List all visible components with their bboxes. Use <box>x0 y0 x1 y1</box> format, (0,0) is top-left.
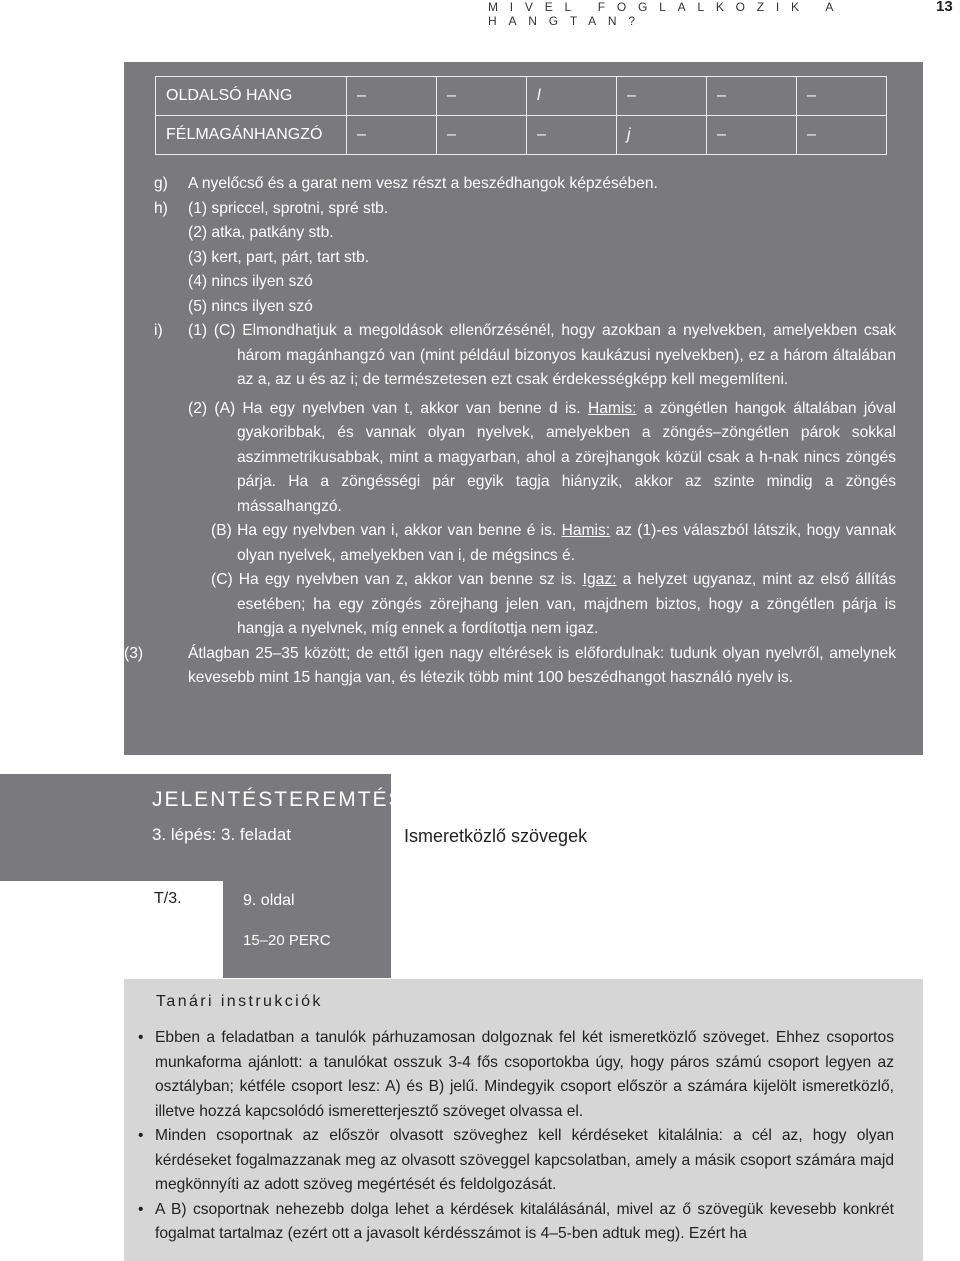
answer-marker: (3) <box>124 644 144 662</box>
table-cell: – <box>527 116 617 155</box>
statement: (B) Ha egy nyelvben van i, akkor van benne é is. <box>211 522 557 539</box>
statement: (C) Ha egy nyelvben van z, akkor van benne sz is. <box>211 571 577 588</box>
answer-i <box>154 319 896 642</box>
running-header-title: MIVEL FOGLALKOZIK A HANGTAN? <box>488 0 845 28</box>
table-cell: – <box>437 77 527 116</box>
answer-g <box>154 172 896 197</box>
answer-text: Átlagban 25–35 között; de ettől igen nagy eltérések is előfordulnak: tudunk olyan nyelvről, amelynek kevesebb mint 15 hangja van, és létezik több mint 100 beszédhangot használó nyelv is. <box>188 644 896 686</box>
table-cell: – <box>347 77 437 116</box>
list-item <box>138 1198 894 1247</box>
list-item-text: Minden csoportnak az először olvasott szöveghez kell kérdéseket kitalálnia: a cél az, hogy olyan kérdéseket fogalmazzanak meg az olvasott szöveggel kapcsolatban, amely a másik csoport számára majd megkönnyíti az adott szöveg megértését és feldolgozását. <box>155 1127 894 1193</box>
table-cell: – <box>437 116 527 155</box>
table-cell: – <box>617 77 707 116</box>
answer-line: (3) kert, part, párt, tart stb. <box>188 248 370 266</box>
instructions-title: Tanári instrukciók <box>156 993 323 1010</box>
table-cell: – <box>707 77 797 116</box>
answer-list <box>124 172 897 691</box>
answer-line: (5) nincs ilyen szó <box>188 297 313 315</box>
explanation: a helyzet ugyanaz, mint az első állítás esetében; ha egy zöngés zörejhang jelen van, majdnem biztos, hogy a zöngétlen párja is hangja a nyelvnek, míg ennek a fordítottja nem igaz. <box>237 571 897 637</box>
bullet-icon: • <box>138 1029 144 1046</box>
answer-i-2b <box>154 519 896 568</box>
table-row-label: OLDALSÓ HANG <box>156 77 347 116</box>
answer-marker: g) <box>154 175 168 192</box>
bullet-icon: • <box>138 1200 144 1218</box>
verdict-label: Hamis: <box>587 399 637 417</box>
table-cell: l <box>527 77 617 116</box>
table-cell: – <box>347 116 437 155</box>
verdict-label: Hamis: <box>561 522 611 539</box>
table-row <box>156 116 887 155</box>
answers-box <box>124 62 923 755</box>
answer-marker: h) <box>154 199 168 217</box>
section-step: 3. lépés: 3. feladat <box>152 825 291 844</box>
answer-h <box>154 197 896 320</box>
verdict-label: Igaz: <box>582 571 617 588</box>
section-title: JELENTÉSTEREMTÉS <box>152 788 405 811</box>
table-cell: – <box>797 77 887 116</box>
page-number: 13 <box>936 0 953 15</box>
answer-i-1: (1) (C) Elmondhatjuk a megoldások ellenőrzésénél, hogy azokban a nyelvekben, amelyekben csak három magánhangzó van (mint például bizonyos kaukázusi nyelvekben), ez a három általában az a, az u és az i; de természetesen ezt csak érdekességképp kell megemlíteni. <box>188 322 896 388</box>
list-item <box>138 1026 894 1124</box>
answer-line: (2) atka, patkány stb. <box>188 224 334 241</box>
instructions-list <box>138 1026 894 1247</box>
answer-line: (1) spriccel, sprotni, spré stb. <box>188 199 389 217</box>
time-estimate: 15–20 PERC <box>243 932 331 949</box>
explanation: a zöngétlen hangok általában jóval gyakoribbak, és vannak olyan nyelvek, amelyekben a zöngés–zöngétlen párok sokkal aszimmetrikusabbak, mint a magyarban, ahol a zörejhangok közül csak a h-nak nincs zöngés párja. Ha a zöngésségi pár egyik tagja hiányzik, akkor az szinte mindig a zöngés mássalhangzó. <box>237 399 896 515</box>
answer-i-2c <box>154 568 896 642</box>
table-cell: – <box>707 116 797 155</box>
table-row-label: FÉLMAGÁNHANGZÓ <box>156 116 347 155</box>
list-item <box>138 1124 894 1198</box>
answer-line: (4) nincs ilyen szó <box>188 273 313 290</box>
explanation: az (1)-es válaszból látszik, hogy vannak olyan nyelvek, amelyekben van i, de mégsincs é. <box>237 522 896 564</box>
table-row <box>156 77 887 116</box>
table-cell: – <box>797 116 887 155</box>
bullet-icon: • <box>138 1127 144 1144</box>
statement: (2) (A) Ha egy nyelvben van t, akkor van benne d is. <box>188 399 581 417</box>
answer-i-2a <box>154 397 896 520</box>
page-reference: 9. oldal <box>243 892 295 909</box>
table-cell: j <box>617 116 707 155</box>
list-item-text: A B) csoportnak nehezebb dolga lehet a kérdések kitalálásánál, mivel az ő szövegük kevesebb konkrét fogalmat tartalmaz (ezért ott a javasolt kérdésszámot is 4–5-ben adtuk meg). Ezért ha <box>155 1200 894 1242</box>
sound-table <box>155 76 887 155</box>
list-item-text: Ebben a feladatban a tanulók párhuzamosan dolgoznak fel két ismeretközlő szöveget. Ehhez csoportos munkaforma ajánlott: a tanulókat osszuk 3-4 fős csoportokba úgy, hogy páros számú csoport legyen az osztályban; kétféle csoport lesz: A) és B) jelű. Mindegyik csoport először a számára kijelölt ismeretközlő, illetve hozzá kapcsolódó ismeretterjesztő szöveget olvassa el. <box>155 1029 894 1120</box>
answer-marker: i) <box>154 322 163 339</box>
answer-3 <box>124 642 896 691</box>
section-topic: Ismeretközlő szövegek <box>404 826 588 846</box>
task-code: T/3. <box>154 890 182 907</box>
answer-text: A nyelőcső és a garat nem vesz részt a beszédhangok képzésében. <box>188 175 658 192</box>
